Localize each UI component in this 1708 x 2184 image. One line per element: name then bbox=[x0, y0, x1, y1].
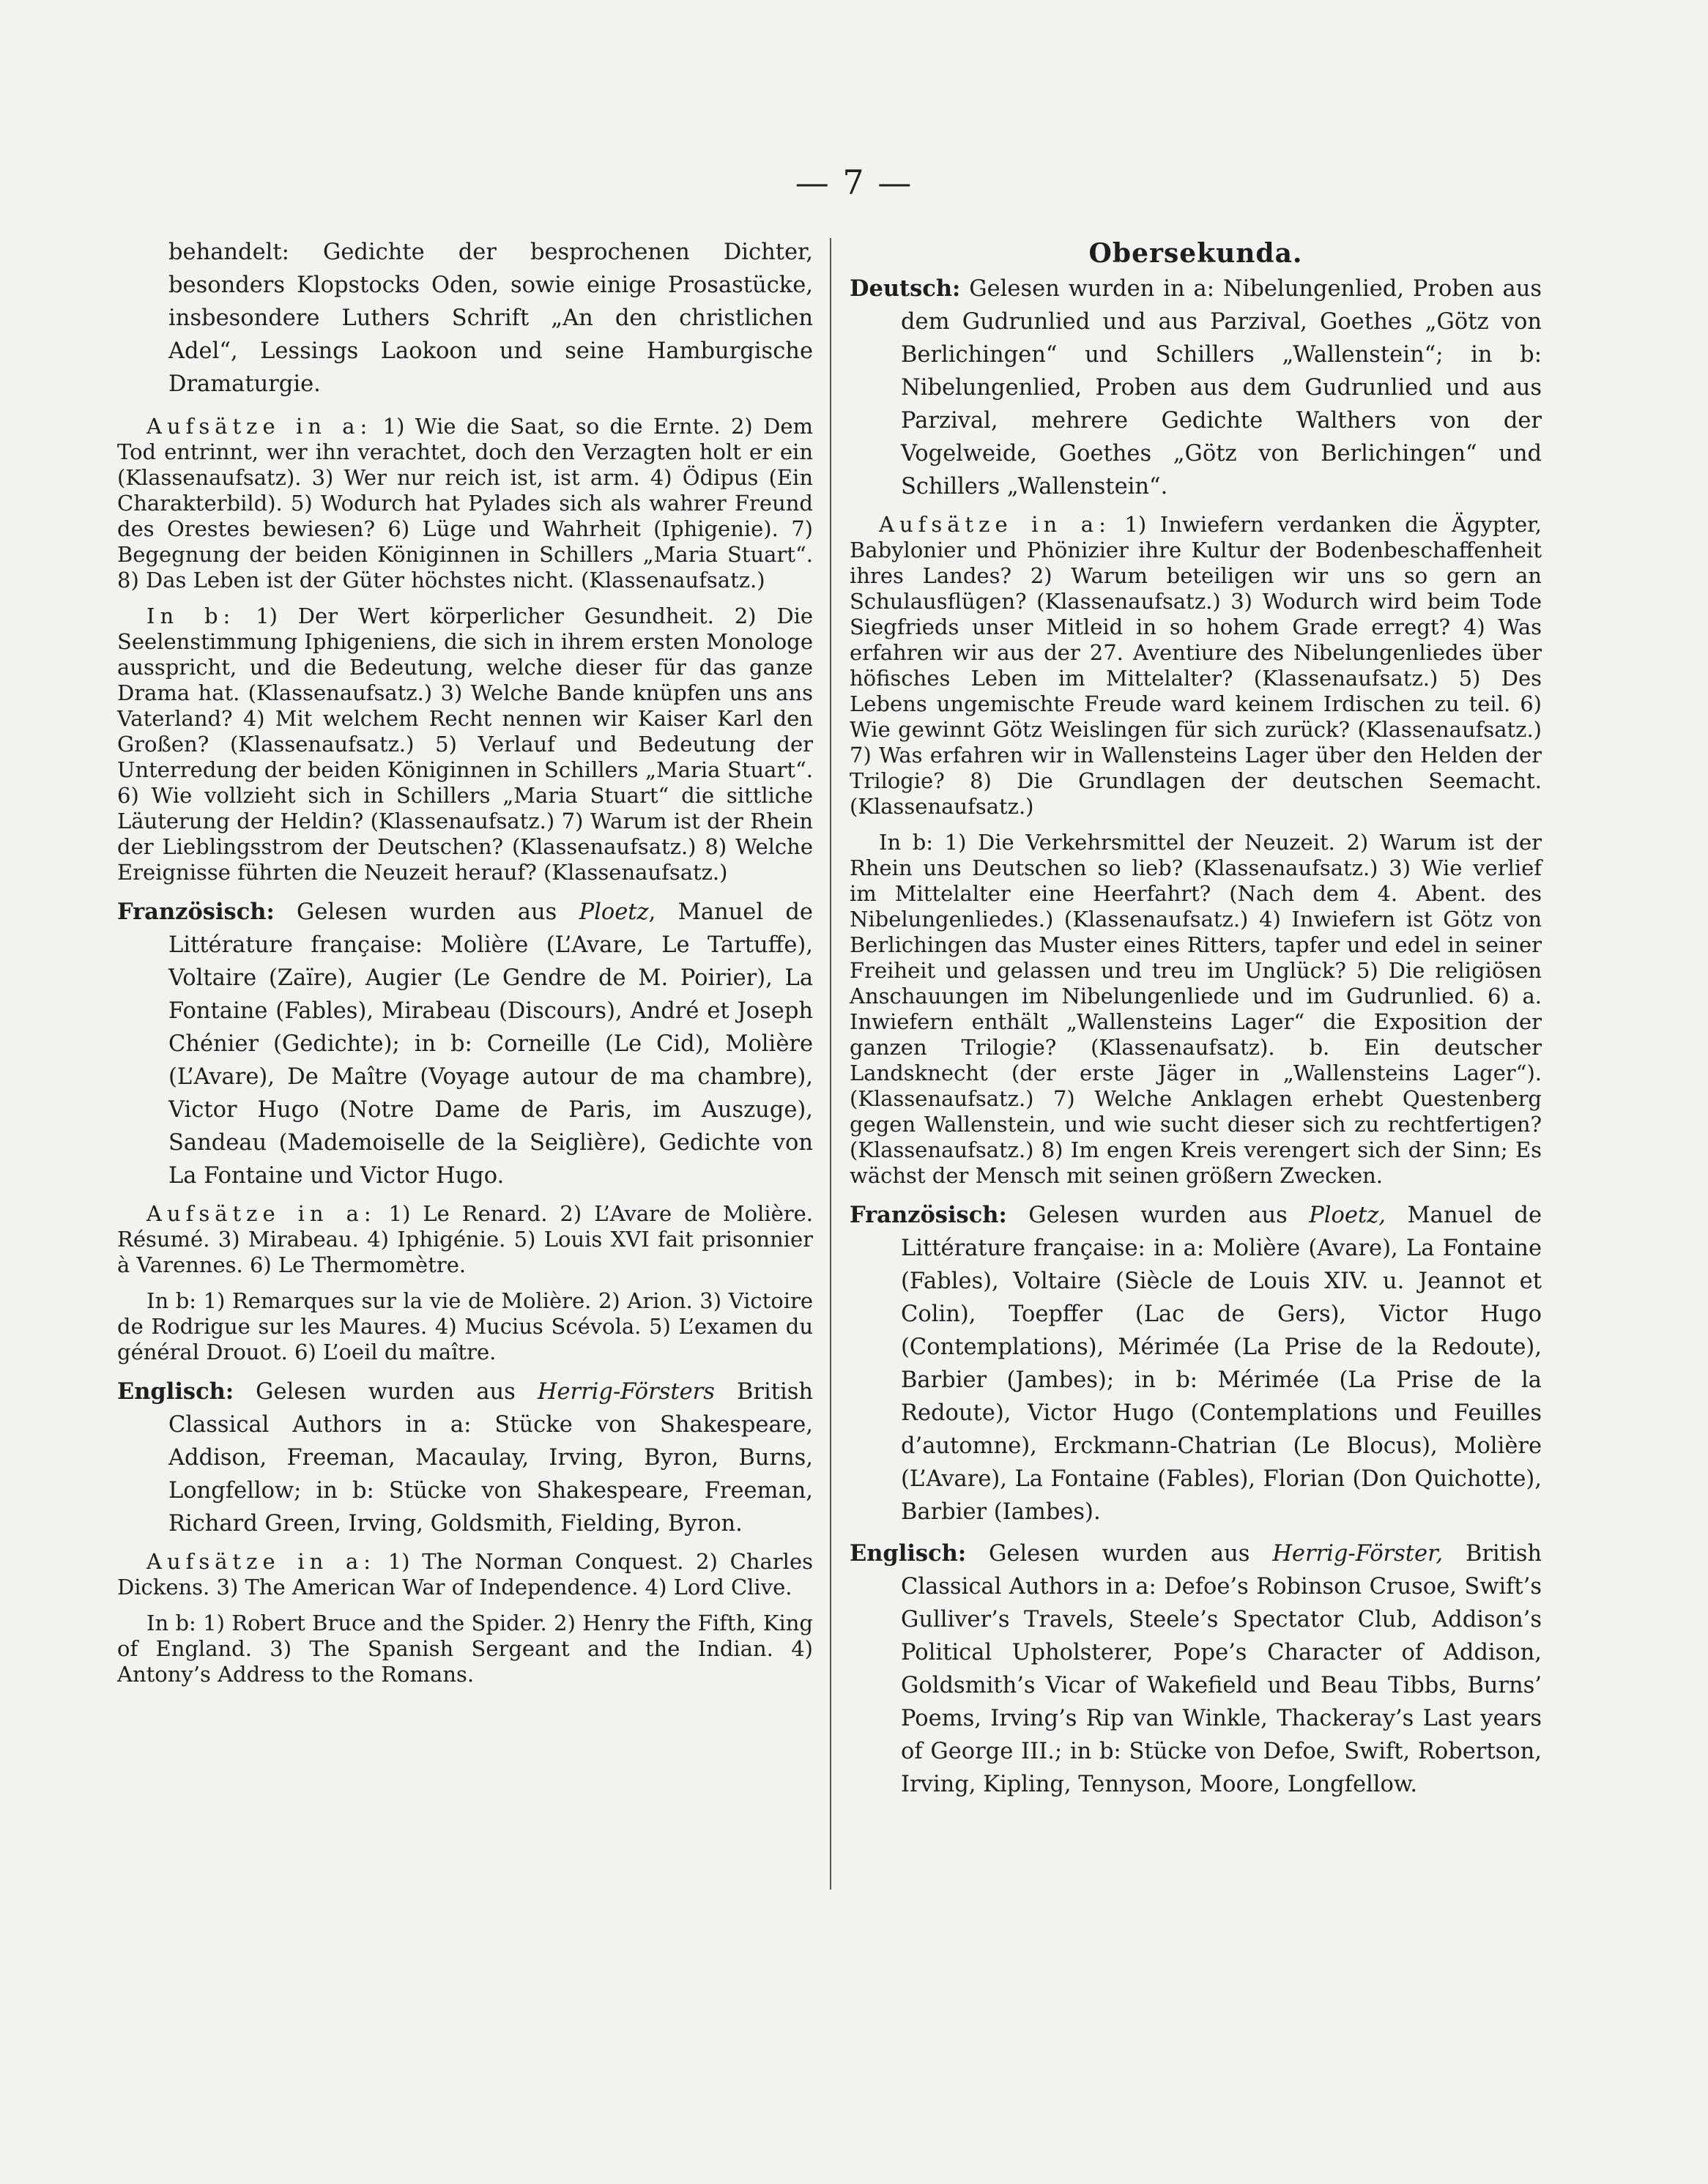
english-section bbox=[117, 1375, 813, 1540]
english-essays-a bbox=[117, 1549, 813, 1600]
essay-list: 1) Le Renard. 2) L’Avare de Molière. Résumé. 3) Mirabeau. 4) Iphigénie. 5) Louis XVI fait prisonnier à Varennes. 6) Le Thermomètre. bbox=[117, 1201, 813, 1277]
section-text: Gelesen wurden aus bbox=[1028, 1203, 1288, 1228]
essay-list: 1) Die Verkehrsmittel der Neuzeit. 2) Warum ist der Rhein uns Deutschen so lieb? (Klassenaufsatz.) 3) Wie verlief im Mittelalter eine Heerfahrt? (Nach dem 4. Abent. des Nibelungenliedes.) (Klassenaufsatz.) 4) Inwiefern ist Götz von Berlichingen das Muster eines Ritters, tapfer und edel in seiner Freiheit und gelassen und treu im Unglück? 5) Die religiösen Anschauungen im Nibelungenliede und im Gudrunlied. 6) a. Inwiefern enthält „Wallensteins Lager“ die Exposition der ganzen Trilogie? (Klassenaufsatz). b. Ein deutscher Landsknecht (der erste Jäger in „Wallensteins Lager“). (Klassenaufsatz.) 7) Welche Anklagen erhebt Questenberg gegen Wallenstein, und wie sucht dieser sich zu rechtfertigen? (Klassenaufsatz.) 8) Im engen Kreis verengert sich der Sinn; Es wächst der Mensch mit seinen größern Zwecken. bbox=[850, 830, 1542, 1188]
essay-list: 1) Robert Bruce and the Spider. 2) Henry the Fifth, King of England. 3) The Spanish Sergeant and the Indian. 4) Antony’s Address to the Romans. bbox=[117, 1611, 813, 1687]
column-divider bbox=[830, 238, 831, 1890]
section-heading: Englisch: bbox=[117, 1378, 234, 1405]
section-text: British Classical Authors in a: Stücke von Shakespeare, Addison, Freeman, Macaulay, Irving, Byron, Burns, Longfellow; in b: Stücke von Shakespeare, Freeman, Richard Green, Irving, Goldsmith, Fielding, Byron. bbox=[168, 1379, 814, 1537]
section-heading: Englisch: bbox=[850, 1540, 967, 1567]
class-heading: Obersekunda. bbox=[1088, 238, 1303, 269]
section-heading: Deutsch: bbox=[850, 275, 961, 302]
section-text: Gelesen wurden aus bbox=[297, 899, 557, 925]
german-essays-b bbox=[850, 830, 1542, 1189]
essay-label: In b: bbox=[146, 1611, 196, 1635]
intro-paragraph: behandelt: Gedichte der besprochenen Dichter, besonders Klopstocks Oden, sowie einige Prosastücke, insbesondere Luthers Schrift „An den christlichen Adel“, Lessings Laokoon und seine Hamburgische Dramaturgie. bbox=[168, 239, 813, 397]
essay-label: Aufsätze in a: bbox=[879, 512, 1111, 537]
french-section bbox=[850, 1199, 1542, 1529]
right-column bbox=[850, 236, 1542, 1810]
french-section bbox=[117, 896, 813, 1192]
section-heading: Französisch: bbox=[117, 899, 275, 925]
page-number: — 7 — bbox=[795, 163, 913, 202]
french-essays-a bbox=[117, 1201, 813, 1278]
section-text: British Classical Authors in a: Defoe’s Robinson Crusoe, Swift’s Gulliver’s Travels, Steele’s Spectator Club, Addison’s Political Upholsterer, Pope’s Character of Addison, Goldsmith’s Vicar of Wakefield und Beau Tibbs, Burns’ Poems, Irving’s Rip van Winkle, Thackeray’s Last years of George III.; in b: Stücke von Defoe, Swift, Robertson, Irving, Kipling, Tennyson, Moore, Longfellow. bbox=[901, 1541, 1542, 1797]
essay-label: Aufsätze in a: bbox=[146, 414, 373, 439]
section-text: Manuel de Littérature française: in a: Molière (Avare), La Fontaine (Fables), Voltaire (Siècle de Louis XIV. u. Jeannot et Colin), Toepffer (Lac de Gers), Victor Hugo (Contemplations), Mérimée (La Prise de la Redoute), Barbier (Jambes); in b: Mérimée (La Prise de la Redoute), Victor Hugo (Contemplations und Feuilles d’automne), Erckmann-Chatrian (Le Blocus), Molière (L’Avare), La Fontaine (Fables), Florian (Don Quichotte), Barbier (Iambes). bbox=[901, 1203, 1542, 1525]
essay-list: 1) Remarques sur la vie de Molière. 2) Arion. 3) Victoire de Rodrigue sur les Maures. 4) Mucius Scévola. 5) L’examen du général Drouot. 6) L’oeil du maître. bbox=[117, 1288, 814, 1364]
source-title: Herrig-Försters bbox=[537, 1379, 715, 1405]
section-text: Gelesen wurden in a: Nibelungenlied, Proben aus dem Gudrunlied und aus Parzival, Goethes „Götz von Berlichingen“ und Schillers „Wallenstein“; in b: Nibelungenlied, Proben aus dem Gudrunlied und aus Parzival, mehrere Gedichte Walthers von der Vogelweide, Goethes „Götz von Berlichingen“ und Schillers „Wallenstein“. bbox=[901, 276, 1542, 499]
section-text: Gelesen wurden aus bbox=[256, 1379, 516, 1405]
german-essays-a bbox=[850, 512, 1542, 820]
essay-label: Aufsätze in a: bbox=[146, 1201, 376, 1226]
german-essays-b bbox=[117, 603, 813, 885]
german-section bbox=[850, 272, 1542, 503]
section-text: , Manuel de Littérature française: Molière (L’Avare, Le Tartuffe), Voltaire (Zaïre), Augier (Le Gendre de M. Poirier), La Fontaine (Fables), Mirabeau (Discours), André et Joseph Chénier (Gedichte); in b: Corneille (Le Cid), Molière (L’Avare), De Maître (Voyage autour de ma chambre), Victor Hugo (Notre Dame de Paris, im Auszuge), Sandeau (Mademoiselle de la Seiglière), Gedichte von La Fontaine und Victor Hugo. bbox=[168, 899, 813, 1189]
english-essays-b bbox=[117, 1611, 813, 1687]
source-title: Ploetz, bbox=[1309, 1203, 1386, 1228]
source-title: Ploetz bbox=[579, 899, 649, 925]
essay-list: 1) The Norman Conquest. 2) Charles Dickens. 3) The American War of Independence. 4) Lord Clive. bbox=[117, 1549, 813, 1600]
german-essays-a bbox=[117, 414, 813, 593]
essay-list: 1) Der Wert körperlicher Gesundheit. 2) Die Seelenstimmung Iphigeniens, die sich in ihrem ersten Monologe ausspricht, und die Bedeutung, welche dieser für das ganze Drama hat. (Klassenaufsatz.) 3) Welche Bande knüpfen uns ans Vaterland? 4) Mit welchem Recht nennen wir Kaiser Karl den Großen? (Klassenaufsatz.) 5) Verlauf und Bedeutung der Unterredung der beiden Königinnen in Schillers „Maria Stuart“. 6) Wie vollzieht sich in Schillers „Maria Stuart“ die sittliche Läuterung der Heldin? (Klassenaufsatz.) 7) Warum ist der Rhein der Lieblingsstrom der Deutschen? (Klassenaufsatz.) 8) Welche Ereignisse führten die Neuzeit herauf? (Klassenaufsatz.) bbox=[117, 603, 814, 885]
french-essays-b bbox=[117, 1288, 813, 1365]
left-column bbox=[117, 236, 813, 1698]
essay-label: In b: bbox=[146, 1288, 197, 1313]
essay-list: 1) Wie die Saat, so die Ernte. 2) Dem Tod entrinnt, wer ihn verachtet, doch den Verzagten holt er ein (Klassenaufsatz). 3) Wer nur reich ist, ist arm. 4) Ödipus (Ein Charakterbild). 5) Wodurch hat Pylades sich als wahrer Freund des Orestes bewiesen? 6) Lüge und Wahrheit (Iphigenie). 7) Begegnung der beiden Königinnen in Schillers „Maria Stuart“. 8) Das Leben ist der Güter höchstes nicht. (Klassenaufsatz.) bbox=[117, 414, 813, 593]
english-section bbox=[850, 1537, 1542, 1801]
section-heading: Französisch: bbox=[850, 1202, 1007, 1228]
essay-list: 1) Inwiefern verdanken die Ägypter, Babylonier und Phönizier ihre Kultur der Bodenbeschaffenheit ihres Landes? 2) Warum beteiligen wir uns so gern an Schulausflügen? (Klassenaufsatz.) 3) Wodurch wird beim Tode Siegfrieds unser Mitleid in so hohem Grade erregt? 4) Was erfahren wir aus der 27. Aventiure des Nibelungenliedes über höfisches Leben im Mittelalter? (Klassenaufsatz.) 5) Des Lebens ungemischte Freude ward keinem Irdischen zu teil. 6) Wie gewinnt Götz Weislingen für sich zurück? (Klassenaufsatz.) 7) Was erfahren wir in Wallensteins Lager über den Helden der Trilogie? 8) Die Grundlagen der deutschen Seemacht. (Klassenaufsatz.) bbox=[850, 512, 1542, 819]
source-title: Herrig-Förster, bbox=[1272, 1541, 1444, 1567]
essay-label: In b: bbox=[879, 830, 934, 855]
section-text: Gelesen wurden aus bbox=[989, 1541, 1250, 1567]
essay-label: Aufsätze in a: bbox=[146, 1549, 376, 1574]
essay-label: In b: bbox=[146, 603, 236, 628]
